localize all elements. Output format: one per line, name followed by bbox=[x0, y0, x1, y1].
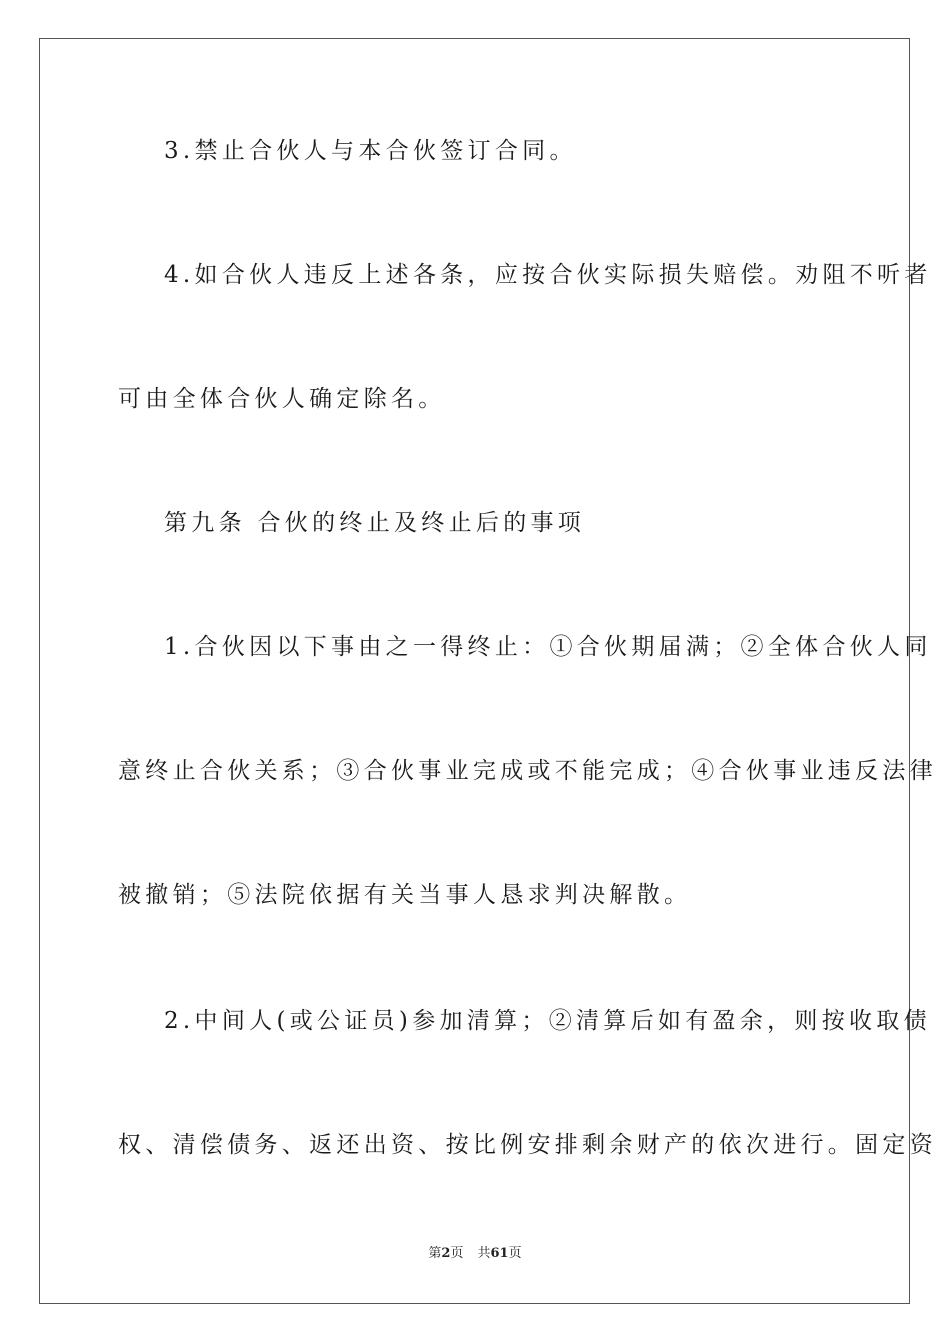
footer-page-prefix: 第 bbox=[428, 1246, 442, 1261]
text-line-7: 被撤销；⑤法院依据有关当事人恳求判决解散。 bbox=[118, 882, 692, 908]
text-line-3: 可由全体合伙人确定除名。 bbox=[118, 386, 446, 412]
page-border bbox=[39, 38, 910, 1304]
text-line-8: 2.中间人(或公证员)参加清算；②清算后如有盈余，则按收取债 bbox=[164, 1008, 931, 1034]
text-line-1: 3.禁止合伙人与本合伙签订合同。 bbox=[164, 138, 577, 164]
footer-total-suffix: 页 bbox=[508, 1246, 522, 1261]
footer-page-suffix: 页 bbox=[450, 1246, 464, 1261]
text-line-2: 4.如合伙人违反上述各条，应按合伙实际损失赔偿。劝阻不听者 bbox=[164, 262, 932, 288]
section-heading: 第九条 合伙的终止及终止后的事项 bbox=[164, 510, 586, 536]
footer-page-current: 2 bbox=[441, 1246, 451, 1261]
footer-page-total: 61 bbox=[490, 1246, 509, 1261]
text-line-9: 权、清偿债务、返还出资、按比例安排剩余财产的依次进行。固定资 bbox=[118, 1132, 937, 1158]
page-footer bbox=[0, 1245, 950, 1263]
text-line-6: 意终止合伙关系；③合伙事业完成或不能完成；④合伙事业违反法律 bbox=[118, 758, 937, 784]
text-line-5: 1.合伙因以下事由之一得终止：①合伙期届满；②全体合伙人同 bbox=[164, 634, 932, 660]
footer-total-prefix: 共 bbox=[477, 1246, 491, 1261]
